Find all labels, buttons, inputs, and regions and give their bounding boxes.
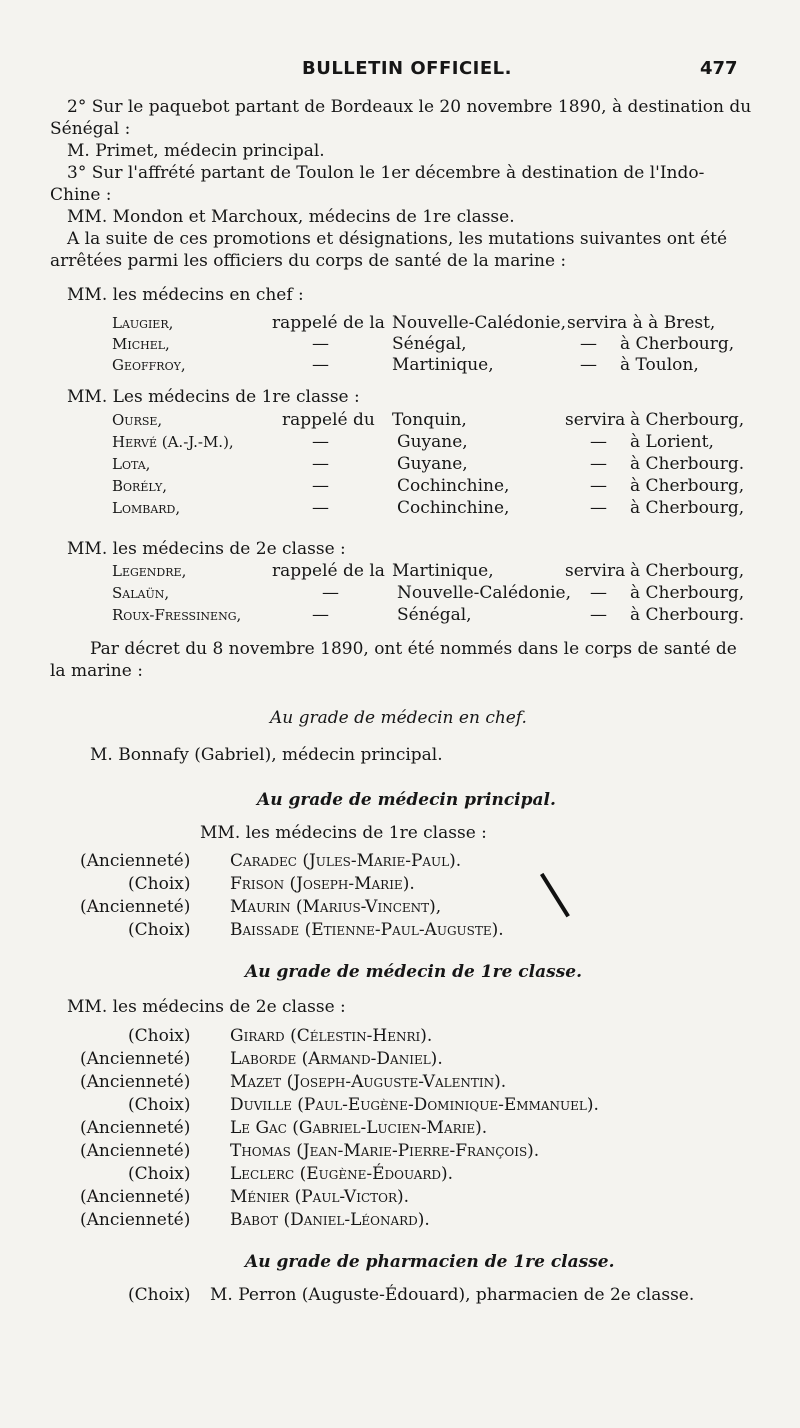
recall-label: rappelé du (282, 410, 375, 430)
recall-label: — (322, 583, 339, 603)
officer-name: Salaün, (112, 584, 170, 602)
officer-name: Geoffroy, (112, 356, 186, 374)
officer-name: Lombard, (112, 499, 181, 517)
origin-place: Cochinchine, (397, 476, 510, 496)
section-heading: MM. les médecins de 2e classe : (67, 539, 346, 559)
paragraph-line: arrêtées parmi les officiers du corps de santé de la marine : (50, 251, 567, 271)
section-heading: MM. les médecins de 1re classe : (200, 823, 487, 843)
destination: à Cherbourg, (630, 583, 745, 603)
destination: à Cherbourg, (630, 561, 745, 581)
recall-label: — (312, 454, 329, 474)
destination: à Cherbourg, (630, 476, 745, 496)
section-heading: MM. les médecins de 2e classe : (67, 997, 346, 1017)
officer-name: Babot (Daniel-Léonard). (230, 1210, 430, 1230)
origin-place: Guyane, (397, 454, 468, 474)
officer-name: Ménier (Paul-Victor). (230, 1187, 410, 1207)
officer-name: Hervé (A.-J.-M.), (112, 433, 234, 451)
promotion-mode: (Ancienneté) (80, 1210, 191, 1230)
promotion-mode: (Choix) (128, 1095, 191, 1115)
destination: à Lorient, (630, 432, 714, 452)
origin-place: Tonquin, (392, 410, 467, 430)
recall-label: — (312, 476, 329, 496)
destination: à Toulon, (620, 355, 699, 375)
officer-name: Frison (Joseph-Marie). (230, 874, 415, 894)
promotion-mode: (Choix) (128, 1285, 191, 1305)
dash: — (590, 476, 607, 496)
promotion-mode: (Ancienneté) (80, 1072, 191, 1092)
officer-name: Leclerc (Eugène-Édouard). (230, 1164, 454, 1184)
paragraph-line: M. Primet, médecin principal. (67, 141, 325, 161)
dash: — (580, 334, 597, 354)
section-heading: MM. les médecins en chef : (67, 285, 304, 305)
dash: — (590, 432, 607, 452)
grade-title: Au grade de médecin de 1re classe. (245, 962, 583, 982)
destination: à Cherbourg. (630, 605, 745, 625)
promotion-mode: (Choix) (128, 874, 191, 894)
paragraph-line: 2° Sur le paquebot partant de Bordeaux le 20 novembre 1890, à destination du (67, 97, 752, 117)
officer-name: Roux-Fressineng, (112, 606, 242, 624)
pen-stroke-mark (540, 873, 570, 918)
destination: à Cherbourg, (630, 498, 745, 518)
origin-place: Sénégal, (397, 605, 472, 625)
dash: — (590, 454, 607, 474)
origin-place: Sénégal, (392, 334, 467, 354)
officer-name: Maurin (Marius-Vincent), (230, 897, 442, 917)
destination: à Cherbourg, (620, 334, 735, 354)
origin-place: Martinique, (392, 561, 494, 581)
dash: — (590, 605, 607, 625)
officer-name: Legendre, (112, 562, 187, 580)
recall-label: — (312, 355, 329, 375)
origin-place: Nouvelle-Calédonie, (392, 313, 567, 333)
officer-name: Michel, (112, 335, 170, 353)
promotion-mode: (Ancienneté) (80, 1118, 191, 1138)
recall-label: — (312, 605, 329, 625)
grade-title: Au grade de médecin en chef. (270, 708, 527, 728)
nomination-entry: M. Bonnafy (Gabriel), médecin principal. (90, 745, 443, 765)
dash: — (590, 498, 607, 518)
section-heading: MM. Les médecins de 1re classe : (67, 387, 360, 407)
promotion-mode: (Choix) (128, 1026, 191, 1046)
officer-name: Borély, (112, 477, 167, 495)
officer-name: Mazet (Joseph-Auguste-Valentin). (230, 1072, 507, 1092)
promotion-mode: (Ancienneté) (80, 1049, 191, 1069)
destination: à Cherbourg, (630, 410, 745, 430)
paragraph-line: Sénégal : (50, 119, 131, 139)
paragraph-line: Par décret du 8 novembre 1890, ont été nommés dans le corps de santé de (90, 639, 737, 659)
origin-place: Nouvelle-Calédonie, (397, 583, 572, 603)
promotion-mode: (Choix) (128, 1164, 191, 1184)
dash: — (590, 583, 607, 603)
origin-place: Martinique, (392, 355, 494, 375)
paragraph-line: MM. Mondon et Marchoux, médecins de 1re classe. (67, 207, 515, 227)
destination: servira à à Brest, (567, 313, 716, 333)
officer-name: Duville (Paul-Eugène-Dominique-Emmanuel). (230, 1095, 599, 1115)
dash: servira (565, 410, 626, 430)
nomination-entry: M. Perron (Auguste-Édouard), pharmacien de 2e classe. (210, 1285, 695, 1305)
recall-label: — (312, 334, 329, 354)
paragraph-line: Chine : (50, 185, 112, 205)
page-number: 477 (700, 58, 738, 79)
promotion-mode: (Ancienneté) (80, 1187, 191, 1207)
paragraph-line: A la suite de ces promotions et désignations, les mutations suivantes ont été (67, 229, 728, 249)
recall-label: — (312, 432, 329, 452)
recall-label: rappelé de la (272, 561, 385, 581)
promotion-mode: (Ancienneté) (80, 897, 191, 917)
officer-name: Laugier, (112, 314, 174, 332)
officer-name: Girard (Célestin-Henri). (230, 1026, 433, 1046)
paragraph-line: la marine : (50, 661, 143, 681)
officer-name: Lota, (112, 455, 151, 473)
origin-place: Cochinchine, (397, 498, 510, 518)
officer-name: Baissade (Etienne-Paul-Auguste). (230, 920, 504, 940)
recall-label: — (312, 498, 329, 518)
promotion-mode: (Ancienneté) (80, 851, 191, 871)
officer-name: Le Gac (Gabriel-Lucien-Marie). (230, 1118, 488, 1138)
paragraph-line: 3° Sur l'affrété partant de Toulon le 1er décembre à destination de l'Indo- (67, 163, 705, 183)
grade-title: Au grade de pharmacien de 1re classe. (245, 1252, 615, 1272)
recall-label: rappelé de la (272, 313, 385, 333)
officer-name: Thomas (Jean-Marie-Pierre-François). (230, 1141, 540, 1161)
dash: — (580, 355, 597, 375)
officer-name: Caradec (Jules-Marie-Paul). (230, 851, 462, 871)
destination: à Cherbourg. (630, 454, 745, 474)
running-header-title: BULLETIN OFFICIEL. (302, 58, 512, 79)
promotion-mode: (Choix) (128, 920, 191, 940)
grade-title: Au grade de médecin principal. (257, 790, 556, 810)
officer-name: Laborde (Armand-Daniel). (230, 1049, 443, 1069)
origin-place: Guyane, (397, 432, 468, 452)
dash: servira (565, 561, 626, 581)
promotion-mode: (Ancienneté) (80, 1141, 191, 1161)
officer-name: Ourse, (112, 411, 163, 429)
